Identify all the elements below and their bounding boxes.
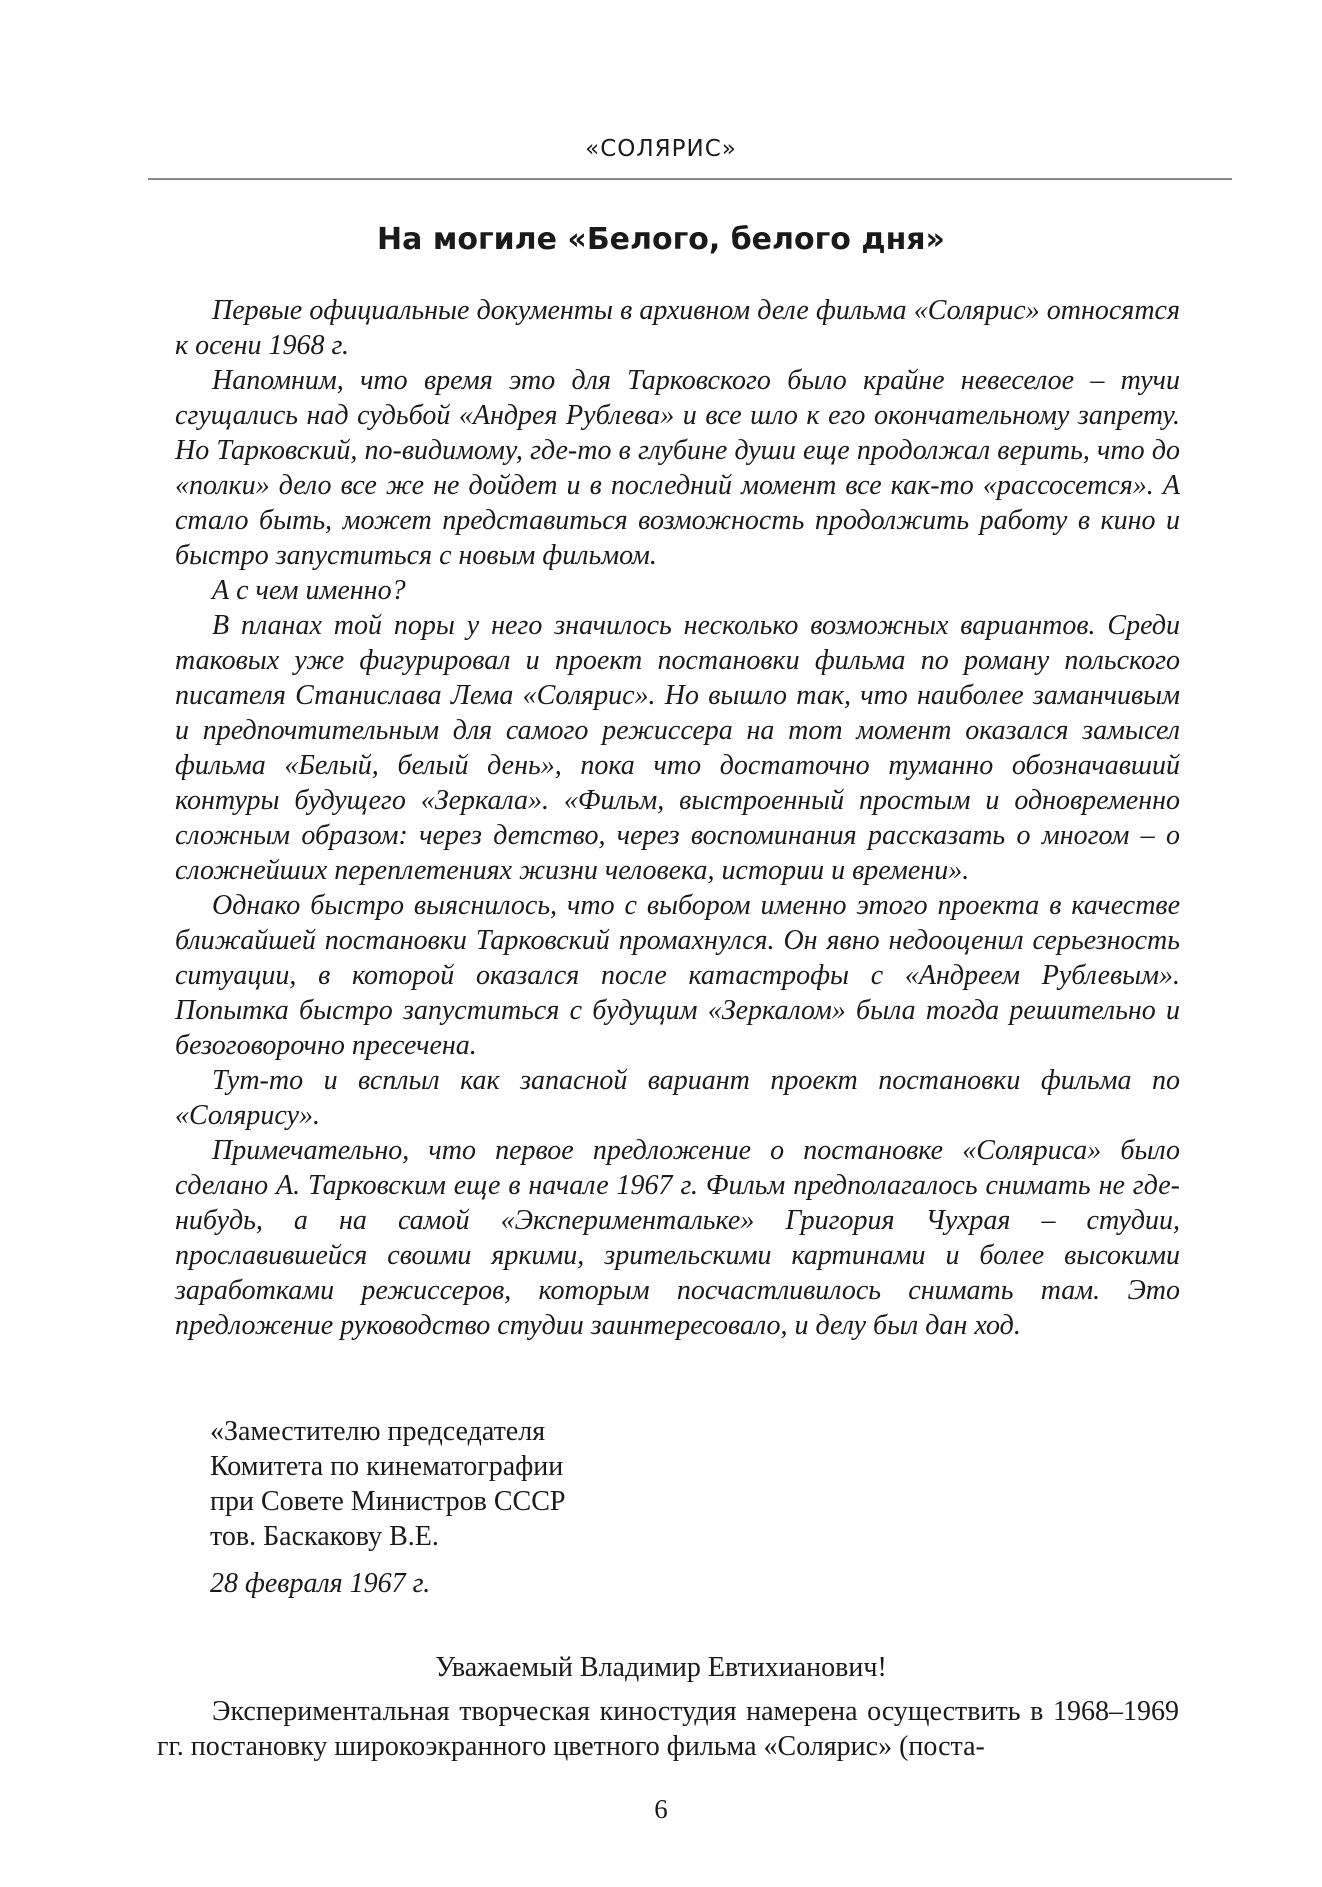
letter-date: 28 февраля 1967 г. — [210, 1568, 431, 1599]
header-rule — [148, 178, 1232, 180]
address-line: при Совете Министров СССР — [210, 1486, 566, 1517]
paragraph: Однако быстро выяснилось, что с выбором именно этого проекта в качестве ближайшей постановки Тарковский промахнулся. Он явно недооценил серьезность ситуации, в которой оказался после катастрофы с «Андреем Рублевым». Попытка быстро запуститься с будущим «Зеркалом» была тогда решительно и безоговорочно пресечена. — [175, 890, 1180, 1061]
paragraph: Напомним, что время это для Тарковского было крайне невеселое – тучи сгущались над судьбой «Андрея Рублева» и все шло к его окончательному запрету. Но Тарковский, по-видимому, где-то в глубине души еще продолжал верить, что до «полки» дело все же не дойдет и в последний момент все как-то «рассосется». А стало быть, может представиться возможность продолжить работу в кино и быстро запуститься с новым фильмом. — [175, 365, 1180, 571]
address-line: «Заместителю председателя — [210, 1416, 546, 1447]
page-number: 6 — [654, 1794, 668, 1824]
paragraph: В планах той поры у него значилось несколько возможных вариантов. Среди таковых уже фигурировал и проект постановки фильма по роману польского писателя Станислава Лема «Солярис». Но вышло так, что наиболее заманчивым и предпочтительным для самого режиссера на тот момент оказался замысел фильма «Белый, белый день», пока что достаточно туманно обозначавший контуры будущего «Зеркала». «Фильм, выстроенный простым и одновременно сложным образом: через детство, через воспоминания рассказать о многом – о сложнейших переплетениях жизни человека, истории и времени». — [175, 610, 1180, 886]
paragraph: А с чем именно? — [212, 575, 406, 606]
paragraph: Первые официальные документы в архивном деле фильма «Солярис» относятся к осени 1968 г. — [175, 295, 1180, 361]
body-text — [175, 293, 1180, 1343]
salutation: Уважаемый Владимир Евтихианович! — [435, 1652, 887, 1683]
address-line: тов. Баскакову В.Е. — [210, 1521, 439, 1552]
letter-paragraph: Экспериментальная творческая киностудия намерена осуществить в 1968–1969 гг. постановку широкоэкранного цветного фильма «Солярис» (поста- — [157, 1696, 1179, 1762]
running-head: «СОЛЯРИС» — [585, 136, 737, 162]
address-line: Комитета по кинематографии — [210, 1451, 564, 1482]
address-block — [210, 1414, 565, 1554]
paragraph: Примечательно, что первое предложение о постановке «Соляриса» было сделано А. Тарковским еще в начале 1967 г. Фильм предполагалось снимать не где-нибудь, а на самой «Экспериментальке» Григория Чухрая – студии, прославившейся своими яркими, зрительскими картинами и более высокими заработками режиссеров, которым посчастливилось снимать там. Это предложение руководство студии заинтересовало, и делу был дан ход. — [175, 1135, 1180, 1341]
section-title: На могиле «Белого, белого дня» — [377, 222, 945, 257]
paragraph: Тут-то и всплыл как запасной вариант проект постановки фильма по «Солярису». — [175, 1065, 1180, 1131]
